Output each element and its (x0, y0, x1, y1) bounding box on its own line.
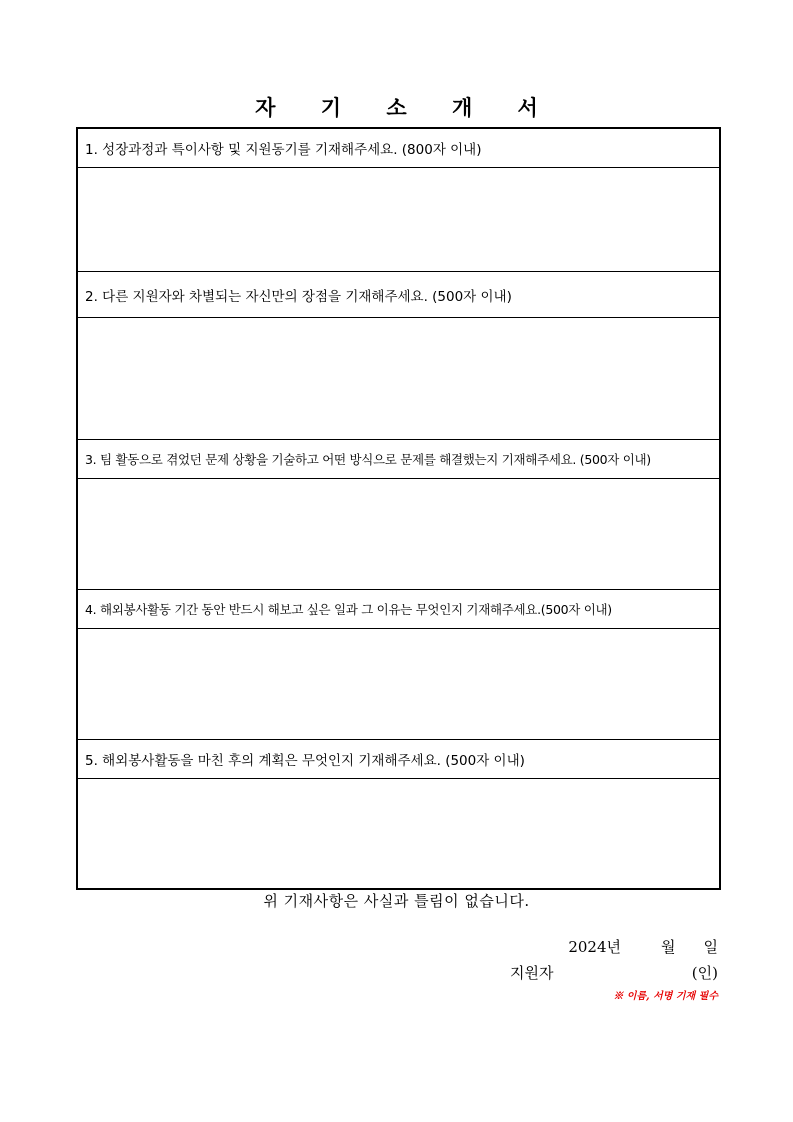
question-1-answer-field[interactable] (78, 168, 719, 272)
declaration-text: 위 기재사항은 사실과 틀림이 없습니다. (263, 892, 530, 910)
date-day: 일 (703, 938, 718, 956)
question-5-label: 5. 해외봉사활동을 마친 후의 계획은 무엇인지 기재해주세요. (500자 이내) (78, 740, 719, 779)
question-2-label: 2. 다른 지원자와 차별되는 자신만의 장점을 기재해주세요. (500자 이내) (78, 272, 719, 318)
applicant-line (510, 962, 718, 983)
date-year: 2024년 (568, 938, 621, 956)
question-3-answer-field[interactable] (78, 479, 719, 590)
required-note: ※ 이름, 서명 기재 필수 (613, 991, 718, 1002)
question-2-answer-field[interactable] (78, 318, 719, 440)
date-month: 월 (661, 938, 676, 956)
question-1-label: 1. 성장과정과 특이사항 및 지원동기를 기재해주세요. (800자 이내) (78, 129, 719, 168)
question-4-label: 4. 해외봉사활동 기간 동안 반드시 해보고 싶은 일과 그 이유는 무엇인지 기재해주세요.(500자 이내) (78, 590, 719, 629)
question-3-label: 3. 팀 활동으로 겪었던 문제 상황을 기술하고 어떤 방식으로 문제를 해결했는지 기재해주세요. (500자 이내) (78, 440, 719, 479)
question-4-answer-field[interactable] (78, 629, 719, 740)
date-line (568, 936, 718, 957)
question-5-answer-field[interactable] (78, 779, 719, 890)
seal-label: (인) (691, 964, 718, 982)
applicant-label: 지원자 (510, 964, 554, 982)
page-title: 자 기 소 개 서 (255, 95, 557, 120)
self-introduction-form (76, 127, 721, 890)
